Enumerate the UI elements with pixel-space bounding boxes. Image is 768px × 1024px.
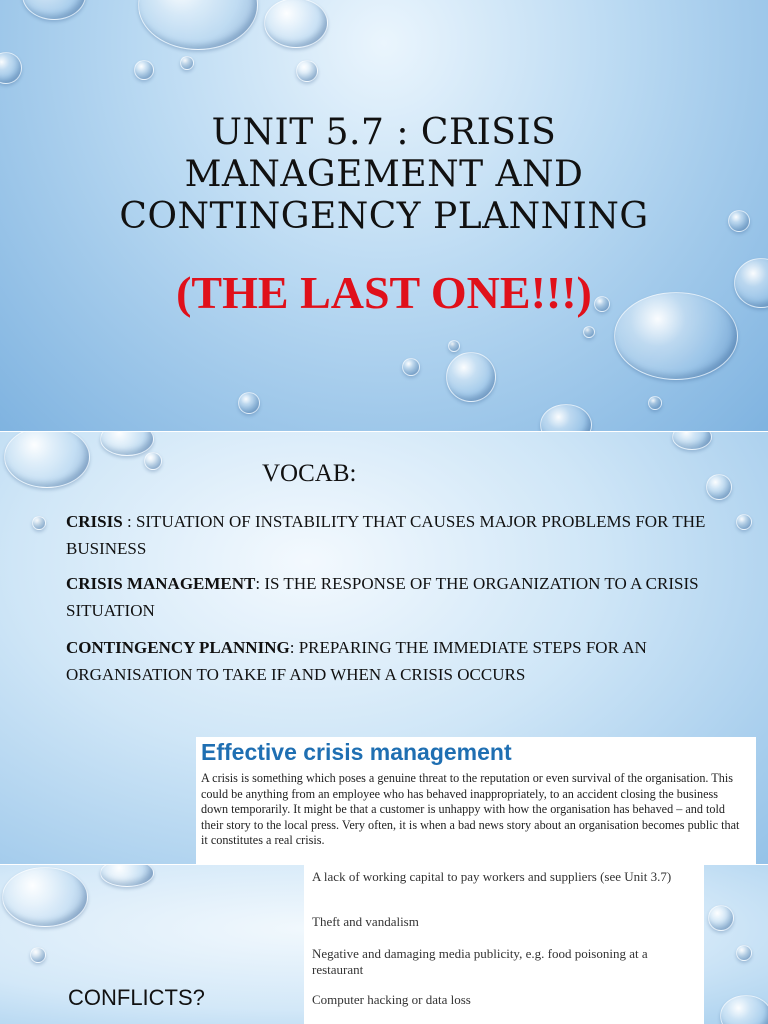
water-drop-decoration: [100, 865, 154, 887]
slide-subtitle: (THE LAST ONE!!!): [176, 267, 592, 318]
water-drop-decoration: [648, 396, 662, 410]
water-drop-decoration: [736, 514, 752, 530]
title-line: MANAGEMENT AND: [184, 154, 584, 195]
slide-title-heading: [0, 112, 768, 238]
definition-crisis: [66, 508, 716, 562]
definition-text: IS THE RESPONSE OF THE ORGANIZATION TO A CRISIS SITUATION: [66, 574, 699, 620]
definition-separator: :: [255, 574, 265, 593]
textbook-excerpt: [196, 737, 756, 865]
water-drop-decoration: [32, 516, 46, 530]
water-drop-decoration: [296, 60, 318, 82]
title-line: UNIT 5.7 : CRISIS: [211, 112, 557, 153]
list-item: A lack of working capital to pay workers and suppliers (see Unit 3.7): [312, 869, 672, 884]
water-drop-decoration: [30, 947, 46, 963]
list-item: Computer hacking or data loss: [312, 992, 471, 1007]
water-drop-decoration: [134, 60, 154, 80]
water-drop-decoration: [264, 0, 328, 48]
slide-vocab: [0, 432, 768, 865]
water-drop-decoration: [583, 326, 595, 338]
slide-conflicts: [0, 865, 768, 1024]
definition-crisis-management: [66, 570, 716, 624]
definition-separator: :: [289, 638, 299, 657]
definition-term: CRISIS: [66, 512, 123, 531]
water-drop-decoration: [402, 358, 420, 376]
water-drop-decoration: [180, 56, 194, 70]
definition-term: CRISIS MANAGEMENT: [66, 574, 256, 593]
water-drop-decoration: [708, 905, 734, 931]
water-drop-decoration: [144, 452, 162, 470]
water-drop-decoration: [706, 474, 732, 500]
slide-title: [0, 0, 768, 432]
water-drop-decoration: [446, 352, 496, 402]
water-drop-decoration: [672, 432, 712, 450]
definition-text: PREPARING THE IMMEDIATE STEPS FOR AN ORGANISATION TO TAKE IF AND WHEN A CRISIS OCCURS: [66, 638, 647, 684]
list-item: Theft and vandalism: [312, 914, 419, 929]
title-line: CONTINGENCY PLANNING: [119, 196, 649, 237]
water-drop-decoration: [4, 432, 90, 488]
definition-contingency-planning: [66, 634, 716, 688]
crisis-examples-list: [304, 865, 704, 1024]
water-drop-decoration: [2, 867, 88, 927]
water-drop-decoration: [720, 995, 768, 1024]
water-drop-decoration: [0, 52, 22, 84]
definition-text: SITUATION OF INSTABILITY THAT CAUSES MAJOR PROBLEMS FOR THE BUSINESS: [66, 512, 706, 558]
vocab-heading: VOCAB:: [262, 460, 357, 487]
water-drop-decoration: [100, 432, 154, 456]
list-item: Negative and damaging media publicity, e.g. food poisoning at a restaurant: [312, 946, 648, 977]
conflicts-heading: CONFLICTS?: [68, 985, 205, 1010]
water-drop-decoration: [22, 0, 86, 20]
textbook-excerpt-body: A crisis is something which poses a genuine threat to the reputation or even survival of the organisation. This could be anything from an employee who has behaved inappropriately, to an accident closing the business down temporarily. It might be that a customer is unhappy with how the organisation has behaved – and told their story to the local press. Very often, it is when a bad news story about an organisation becomes public that it constitutes a real crisis.: [201, 771, 740, 847]
water-drop-decoration: [138, 0, 258, 50]
water-drop-decoration: [448, 340, 460, 352]
water-drop-decoration: [736, 945, 752, 961]
definition-separator: :: [122, 512, 136, 531]
definition-term: CONTINGENCY PLANNING: [66, 638, 290, 657]
water-drop-decoration: [238, 392, 260, 414]
water-drop-decoration: [540, 404, 592, 432]
textbook-excerpt-title: Effective crisis management: [201, 739, 512, 765]
